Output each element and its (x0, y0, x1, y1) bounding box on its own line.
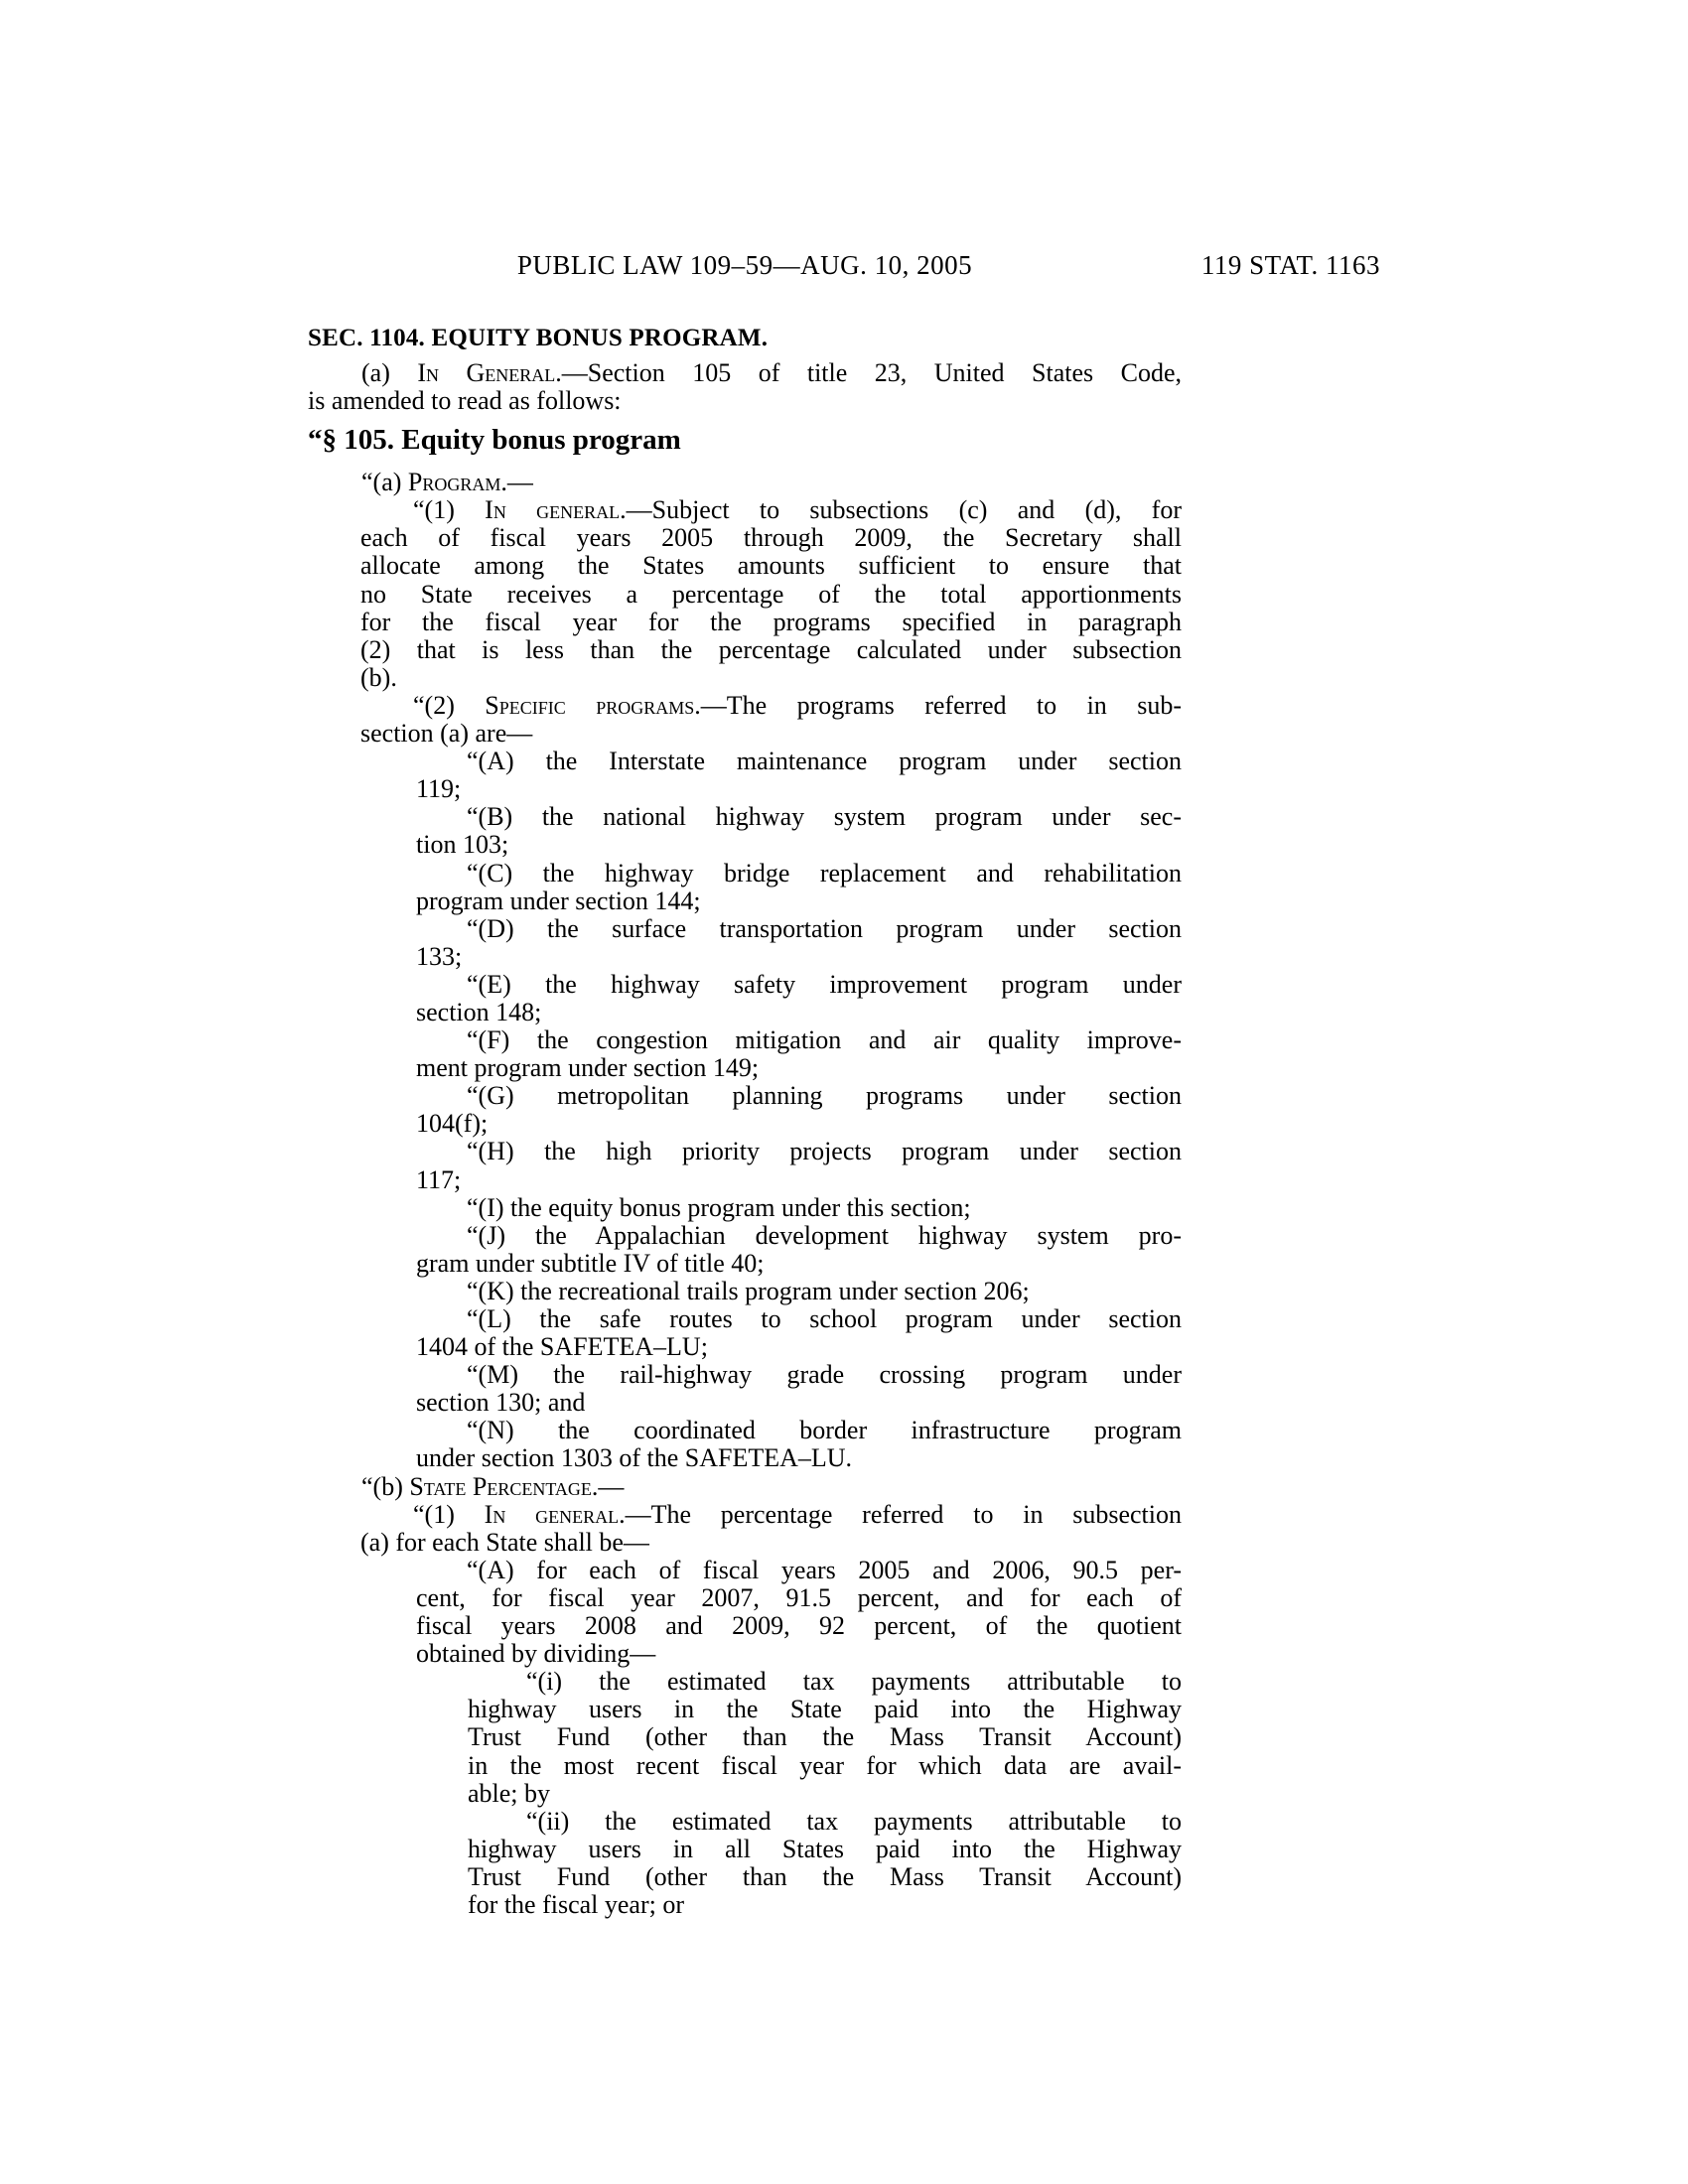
text-line (360, 664, 1182, 692)
text-run: .—Section 105 of title 23, United States Code, (555, 358, 1182, 387)
text-run: cent, for fiscal year 2007, 91.5 percent, and for each of (416, 1582, 1182, 1612)
text-line (416, 831, 1182, 859)
text-run: section (a) are— (360, 719, 533, 749)
text-line (468, 1891, 1182, 1919)
text-run: is amended to read as follows: (308, 386, 622, 416)
text-run: “(J) the Appalachian development highway system pro- (467, 1220, 1182, 1250)
text-run: (2) that is less than the percentage calculated under subsection (360, 634, 1182, 664)
text-run: Trust Fund (other than the Mass Transit Account) (468, 1722, 1182, 1752)
text-run: for the fiscal year; or (468, 1889, 685, 1919)
text-run: “(E) the highway safety improvement program under (467, 969, 1182, 999)
text-line (360, 720, 1182, 748)
text-run: “(B) the national highway system program under sec- (467, 802, 1182, 832)
text-run: “(H) the high priority projects program under section (467, 1137, 1182, 1166)
small-caps-run: In general (485, 495, 621, 525)
running-head-stat-number: 119 STAT. 1163 (1200, 250, 1380, 280)
text-run: 119; (416, 774, 462, 804)
text-run: “(a) (361, 468, 408, 497)
text-line (360, 552, 1182, 580)
text-run: gram under subtitle IV of title 40; (416, 1248, 765, 1278)
text-run: fiscal years 2008 and 2009, 92 percent, of the quotient (416, 1611, 1182, 1641)
text-line (413, 496, 1182, 524)
text-line (416, 1054, 1182, 1082)
text-run: in the most recent fiscal year for which data are avail- (468, 1750, 1182, 1780)
text-run: “(2) (413, 690, 486, 720)
text-run: highway users in all States paid into the Highway (468, 1834, 1182, 1863)
text-line (413, 692, 1182, 720)
text-run: “(L) the safe routes to school program under section (467, 1304, 1182, 1333)
running-head-law-title: PUBLIC LAW 109–59—AUG. 10, 2005 (516, 250, 973, 280)
text-line (467, 1082, 1182, 1110)
section-heading (308, 415, 1182, 469)
text-run: for the fiscal year for the programs specified in paragraph (360, 607, 1182, 636)
text-line (416, 1444, 1182, 1472)
text-run: (a) (361, 358, 418, 387)
small-caps-run: State Percentage (409, 1471, 592, 1501)
text-run: (b). (360, 662, 397, 692)
text-run: 117; (416, 1164, 462, 1194)
text-run: .— (500, 468, 533, 497)
text-line (360, 1529, 1182, 1557)
text-line (361, 359, 1182, 387)
text-run: each of fiscal years 2005 through 2009, the Secretary shall (360, 523, 1182, 553)
text-run: “(i) the estimated tax payments attributable to (526, 1667, 1182, 1697)
text-run: (a) for each State shall be— (360, 1527, 649, 1557)
text-line (467, 1417, 1182, 1444)
text-line (467, 748, 1182, 775)
text-line (467, 1278, 1182, 1305)
text-line (360, 581, 1182, 609)
statute-text-column (308, 325, 1182, 1919)
text-line (416, 1612, 1182, 1640)
sec-heading (308, 325, 1182, 359)
text-line (467, 1194, 1182, 1222)
text-line (416, 999, 1182, 1026)
text-line (468, 1863, 1182, 1891)
text-run: .—The percentage referred to in subsection (619, 1499, 1183, 1529)
text-run: “(D) the surface transportation program under section (467, 913, 1182, 943)
text-run: “(A) the Interstate maintenance program under section (467, 747, 1182, 776)
text-run: “(A) for each of fiscal years 2005 and 2006, 90.5 per- (467, 1555, 1182, 1584)
text-line (416, 1250, 1182, 1278)
text-line (467, 803, 1182, 831)
text-line (526, 1668, 1182, 1696)
text-run: SEC. 1104. EQUITY BONUS PROGRAM. (308, 325, 769, 351)
text-run: under section 1303 of the SAFETEA–LU. (416, 1443, 853, 1473)
text-line (361, 1473, 1182, 1501)
text-line (416, 1584, 1182, 1612)
text-run: “(F) the congestion mitigation and air quality improve- (467, 1025, 1182, 1055)
text-run: “(1) (413, 495, 486, 525)
text-line (416, 1640, 1182, 1668)
text-line (416, 1166, 1182, 1194)
text-run: .—The programs referred to in sub- (694, 690, 1183, 720)
text-line (467, 1138, 1182, 1165)
text-run: highway users in the State paid into the Highway (468, 1695, 1182, 1724)
text-run: 1404 of the SAFETEA–LU; (416, 1332, 708, 1362)
text-line (360, 524, 1182, 552)
text-run: “(C) the highway bridge replacement and rehabilitation (467, 858, 1182, 887)
text-line (468, 1752, 1182, 1780)
text-run: obtained by dividing— (416, 1639, 656, 1669)
text-line (361, 469, 1182, 496)
text-run: “(M) the rail-highway grade crossing program under (467, 1360, 1182, 1390)
text-line (467, 915, 1182, 943)
text-line (416, 1333, 1182, 1361)
text-run: section 130; and (416, 1388, 586, 1418)
text-run: “(1) (413, 1499, 485, 1529)
text-line (467, 1305, 1182, 1333)
text-line (413, 1501, 1182, 1529)
text-line (467, 1361, 1182, 1389)
running-head (308, 248, 1380, 284)
text-run: “(N) the coordinated border infrastructure program (467, 1416, 1182, 1445)
small-caps-run: Program (407, 468, 501, 497)
text-run: program under section 144; (416, 886, 701, 915)
small-caps-run: In General (417, 358, 556, 387)
text-run: able; by (468, 1778, 551, 1808)
text-run: Trust Fund (other than the Mass Transit Account) (468, 1861, 1182, 1891)
text-line (468, 1696, 1182, 1723)
text-line (467, 1026, 1182, 1054)
text-run: 104(f); (416, 1109, 489, 1139)
text-line (467, 1222, 1182, 1250)
text-run: no State receives a percentage of the total apportionments (360, 579, 1182, 609)
small-caps-run: Specific programs (485, 690, 695, 720)
text-line (416, 775, 1182, 803)
text-line (467, 1557, 1182, 1584)
text-line (308, 387, 1182, 415)
text-line (360, 636, 1182, 664)
small-caps-run: In general (484, 1499, 620, 1529)
text-line (526, 1808, 1182, 1836)
text-line (467, 860, 1182, 887)
text-run: “(ii) the estimated tax payments attributable to (526, 1806, 1182, 1836)
text-run: “(I) the equity bonus program under this section; (467, 1192, 971, 1222)
text-line (416, 1110, 1182, 1138)
text-run: “(b) (361, 1471, 410, 1501)
text-line (416, 1389, 1182, 1417)
text-line (360, 609, 1182, 636)
text-run: .—Subject to subsections (c) and (d), for (620, 495, 1183, 525)
text-line (468, 1780, 1182, 1808)
text-run: allocate among the States amounts sufficient to ensure that (360, 551, 1182, 581)
text-run: ment program under section 149; (416, 1053, 760, 1083)
text-run: .— (591, 1471, 625, 1501)
text-run: section 148; (416, 997, 542, 1026)
text-line (416, 943, 1182, 971)
text-run: 133; (416, 941, 463, 971)
text-run: tion 103; (416, 830, 509, 860)
text-line (416, 887, 1182, 915)
text-line (468, 1836, 1182, 1863)
text-run: “(G) metropolitan planning programs under section (467, 1081, 1182, 1111)
text-line (467, 971, 1182, 999)
text-line (468, 1723, 1182, 1751)
text-run: “(K) the recreational trails program under section 206; (467, 1276, 1030, 1305)
text-run: “§ 105. Equity bonus program (308, 424, 681, 457)
